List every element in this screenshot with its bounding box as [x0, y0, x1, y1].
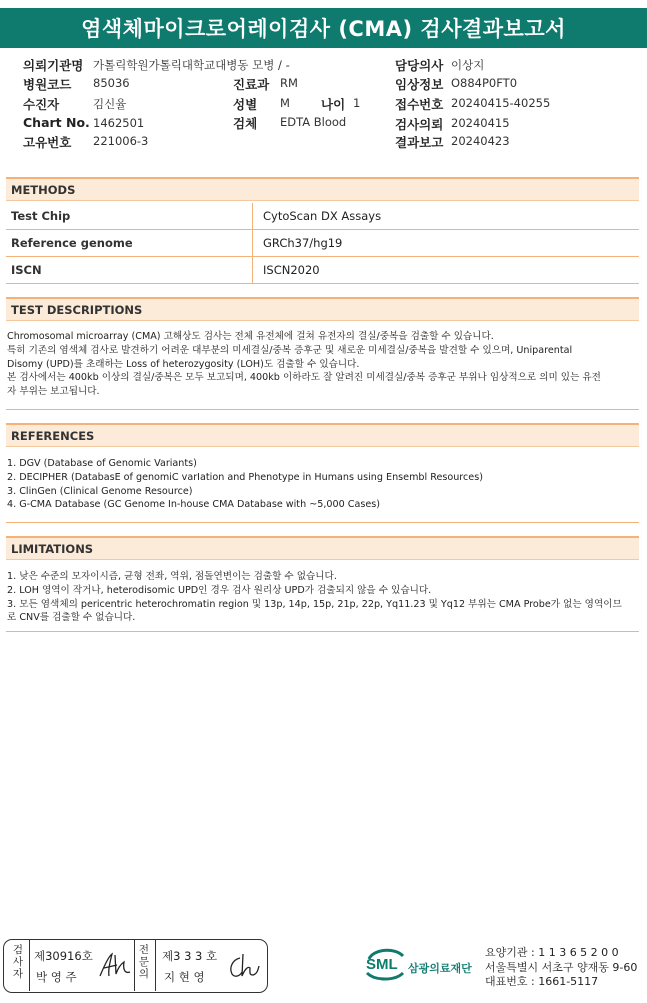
divider — [6, 409, 639, 410]
receipt-label: 접수번호 — [395, 97, 444, 112]
receipt-wrap — [451, 96, 550, 110]
doctor-value: 이상지 — [451, 58, 485, 72]
limitations-heading: LIMITATIONS — [6, 536, 639, 560]
age-row — [321, 95, 345, 113]
sml-logo-text: SML — [366, 956, 398, 973]
doctor-wrap — [451, 57, 484, 73]
unique-row — [23, 133, 71, 151]
test-descriptions-text — [7, 330, 640, 399]
divider — [155, 940, 156, 991]
report-value: 20240423 — [451, 134, 510, 148]
description-line: 특히 기존의 염색체 검사로 발견하기 어려운 대부분의 미세결실/중복 증후군 및 새로운 미세결실/중복을 발견할 수 있으며, Uniparental — [7, 344, 573, 356]
reviewer-name: 지 현 영 — [164, 970, 205, 984]
collector-row — [23, 95, 59, 113]
table-row — [6, 257, 639, 284]
report-title: 염색체마이크로어레이검사 (CMA) 검사결과보고서 — [0, 8, 647, 48]
method-key: Reference genome — [6, 230, 253, 257]
test-descriptions-heading: TEST DESCRIPTIONS — [6, 297, 639, 321]
clinical-value: O884P0FT0 — [451, 76, 518, 90]
dept-value: RM — [280, 76, 298, 90]
methods-table — [6, 203, 639, 284]
dept-label: 진료과 — [233, 77, 270, 92]
tester-label: 검사자 — [12, 944, 24, 980]
references-heading: REFERENCES — [6, 423, 639, 447]
reviewer-license: 제3 3 3 호 — [162, 949, 218, 963]
request-wrap — [451, 116, 510, 130]
institution-row — [23, 56, 83, 74]
reference-line: 3. ClinGen (Clinical Genome Resource) — [7, 485, 193, 497]
hospital-code-wrap — [93, 76, 130, 90]
reviewer-label: 전문의 — [138, 944, 150, 980]
method-value: ISCN2020 — [253, 257, 640, 284]
table-row — [6, 230, 639, 257]
method-value: GRCh37/hg19 — [253, 230, 640, 257]
chart-value: 1462501 — [93, 116, 145, 130]
request-row — [395, 115, 443, 133]
unique-value: 221006-3 — [93, 134, 149, 148]
organization-name: 삼광의료재단 — [408, 962, 472, 975]
limitations-text — [7, 570, 640, 625]
methods-heading: METHODS — [6, 177, 639, 201]
unique-label: 고유번호 — [23, 135, 72, 150]
chart-label: Chart No. — [23, 115, 90, 130]
hospital-code-label: 병원코드 — [23, 77, 72, 92]
method-key: Test Chip — [6, 203, 253, 230]
sex-wrap — [280, 96, 290, 110]
clinical-wrap — [451, 76, 517, 90]
report-label: 결과보고 — [395, 135, 444, 150]
divider — [134, 940, 135, 991]
age-value: 1 — [353, 96, 361, 110]
description-line: 자 부위는 보고됩니다. — [7, 386, 100, 398]
collector-value: 김신율 — [93, 97, 127, 111]
specimen-row — [233, 114, 257, 132]
reviewer-signature — [226, 950, 262, 982]
specimen-label: 검체 — [233, 116, 258, 131]
sex-row — [233, 95, 257, 113]
reference-line: 4. G-CMA Database (GC Genome In-house CMA Database with ~5,000 Cases) — [7, 499, 380, 511]
doctor-row — [395, 56, 443, 74]
org-code: 요양기관 : 1 1 3 6 5 2 0 0 — [485, 946, 619, 959]
report-row — [395, 133, 443, 151]
tester-license: 제30916호 — [34, 949, 93, 963]
description-line: 본 검사에서는 400kb 이상의 결실/중복은 모두 보고되며, 400kb 이하라도 잘 알려진 미세결실/중복 증후군 부위나 임상적으로 의미 있는 유전 — [7, 372, 601, 384]
hospital-code-value: 85036 — [93, 76, 130, 90]
organization-info — [485, 946, 637, 990]
divider — [29, 940, 30, 991]
hospital-code-row — [23, 75, 71, 93]
divider — [6, 522, 639, 523]
limitation-line: 2. LOH 영역이 작거나, heterodisomic UPD인 경우 검사 원리상 UPD가 검출되지 않을 수 있습니다. — [7, 584, 432, 596]
dept-wrap — [280, 76, 298, 90]
description-line: Chromosomal microarray (CMA) 고해상도 검사는 전체 유전체에 걸쳐 유전자의 결실/중복을 검출할 수 있습니다. — [7, 331, 494, 342]
doctor-label: 담당의사 — [395, 58, 444, 73]
reference-line: 2. DECIPHER (DatabasE of genomiC varIation and Phenotype in Humans using Ensembl Resources) — [7, 471, 483, 483]
age-label: 나이 — [321, 97, 346, 112]
institution-value: 가톨릭학원가톨릭대학교대병동 모병 / - — [93, 58, 290, 72]
receipt-value: 20240415-40255 — [451, 96, 551, 110]
limitation-line: 3. 모든 염색체의 pericentric heterochromatin region 및 13p, 14p, 15p, 21p, 22p, Yq11.23 및 Yq12 부위는 CMA Probe가 없는 영역이므 — [7, 598, 622, 610]
chart-wrap — [93, 116, 144, 130]
receipt-row — [395, 95, 443, 113]
age-wrap — [353, 96, 360, 110]
request-value: 20240415 — [451, 116, 510, 130]
report-wrap — [451, 134, 510, 148]
chart-row — [23, 115, 90, 130]
method-value: CytoScan DX Assays — [253, 203, 640, 230]
dept-row — [233, 75, 269, 93]
method-key: ISCN — [6, 257, 253, 284]
unique-wrap — [93, 134, 148, 148]
request-label: 검사의뢰 — [395, 117, 444, 132]
clinical-label: 임상정보 — [395, 77, 444, 92]
institution-label: 의뢰기관명 — [23, 58, 84, 73]
tester-signature — [97, 950, 133, 982]
signature-box — [3, 939, 268, 993]
sex-label: 성별 — [233, 97, 258, 112]
specimen-value: EDTA Blood — [280, 115, 347, 129]
institution-value-wrap — [93, 57, 290, 73]
specimen-wrap — [280, 115, 346, 129]
clinical-row — [395, 75, 443, 93]
tester-name: 박 영 주 — [36, 970, 77, 984]
limitation-line: 1. 낮은 수준의 모자이시즘, 균형 전좌, 역위, 점돌연변이는 검출할 수 없습니다. — [7, 571, 337, 582]
reference-line: 1. DGV (Database of Genomic Variants) — [7, 458, 197, 469]
limitation-line: 로 CNV를 검출할 수 없습니다. — [7, 612, 136, 624]
description-line: Disomy (UPD)를 초래하는 Loss of heterozygosity (LOH)도 검출할 수 있습니다. — [7, 358, 360, 370]
collector-label: 수진자 — [23, 97, 60, 112]
references-text — [7, 457, 640, 512]
divider — [6, 631, 639, 632]
org-phone: 대표번호 : 1661-5117 — [485, 975, 599, 988]
collector-wrap — [93, 96, 126, 112]
org-address: 서울특별시 서초구 양재동 9-60 — [485, 960, 638, 974]
table-row — [6, 203, 639, 230]
sex-value: M — [280, 96, 290, 110]
